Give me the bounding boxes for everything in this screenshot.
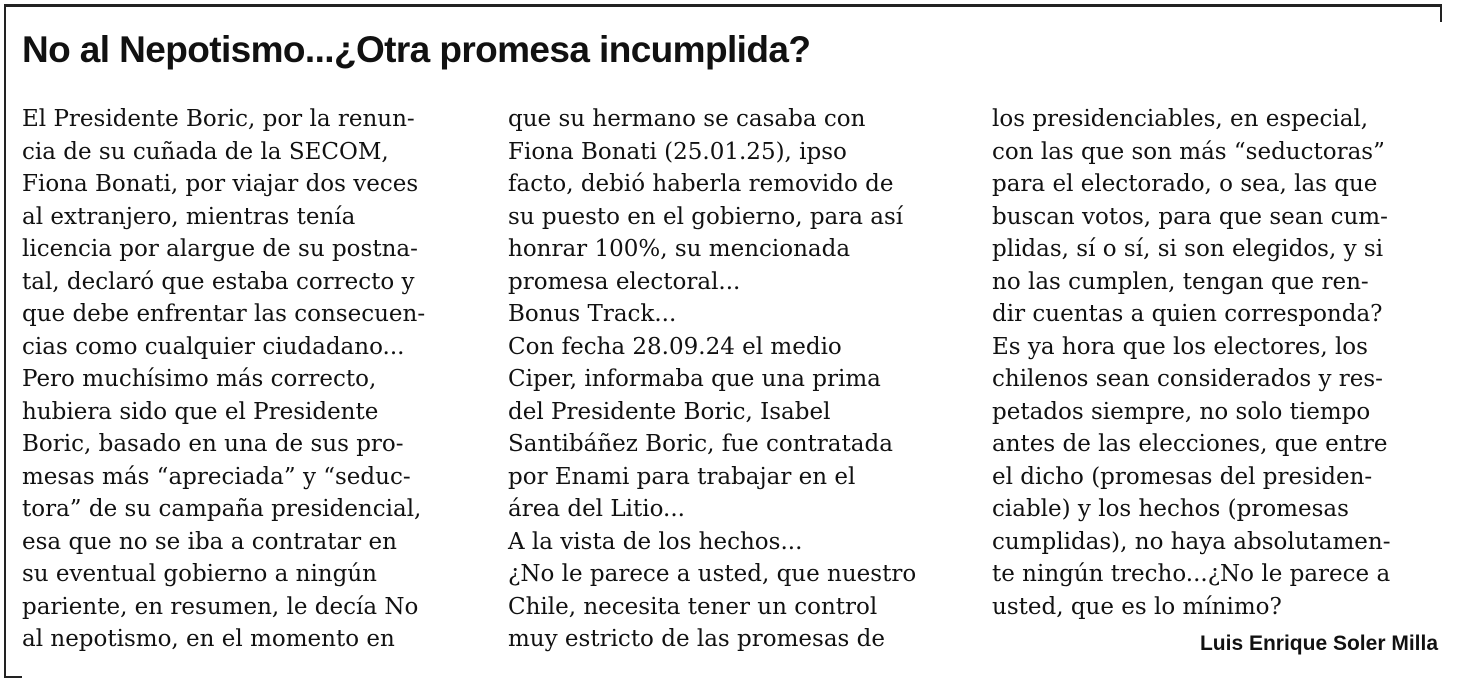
text-line: Pero muchísimo más correcto, (22, 366, 377, 392)
text-line: facto, debió haberla removido de (508, 171, 894, 197)
left-border-rule (4, 4, 6, 678)
text-line: te ningún trecho...¿No le parece a (992, 561, 1391, 587)
author-signature: Luis Enrique Soler Milla (1199, 632, 1438, 655)
text-line: hubiera sido que el Presidente (22, 398, 379, 425)
text-line: muy estricto de las promesas de (508, 626, 885, 652)
text-line: cumplidas), no haya absolutamen- (992, 528, 1391, 555)
text-line: Boric, basado en una de sus pro- (22, 431, 404, 457)
text-line: su puesto en el gobierno, para así (508, 203, 904, 230)
article-headline: No al Nepotismo...¿Otra promesa incumplida? (22, 29, 811, 70)
text-line: chilenos sean considerados y res- (992, 366, 1383, 392)
text-line: que su hermano se casaba con (508, 106, 866, 132)
text-line: Fiona Bonati (25.01.25), ipso (508, 138, 847, 165)
article-column-2 (508, 103, 916, 656)
text-line: promesa electoral... (508, 268, 741, 295)
top-border-rule (4, 4, 1442, 7)
text-line: con las que son más “seductoras” (992, 138, 1385, 165)
text-line: buscan votos, para que sean cum- (992, 203, 1388, 230)
article-column-1 (22, 103, 425, 656)
bottom-border-rule (4, 676, 22, 678)
text-line: al nepotismo, en el momento en (22, 626, 395, 652)
text-line: Bonus Track... (508, 301, 677, 327)
text-line: tal, declaró que estaba correcto y (22, 268, 415, 295)
text-line: no las cumplen, tengan que ren- (992, 268, 1369, 295)
text-line: Ciper, informaba que una prima (508, 366, 881, 392)
text-line: que debe enfrentar las consecuen- (22, 301, 426, 327)
text-line: cia de su cuñada de la SECOM, (22, 138, 389, 165)
text-line: Santibáñez Boric, fue contratada (508, 431, 893, 457)
text-line: Con fecha 28.09.24 el medio (508, 333, 842, 360)
text-line: licencia por alargue de su postna- (22, 236, 418, 262)
text-line: petados siempre, no solo tiempo (992, 398, 1371, 425)
text-line: mesas más “apreciada” y “seduc- (22, 463, 411, 490)
text-line: El Presidente Boric, por la renun- (22, 106, 415, 132)
text-line: esa que no se iba a contratar en (22, 528, 397, 555)
text-line: al extranjero, mientras tenía (22, 203, 356, 230)
text-line: los presidenciables, en especial, (992, 106, 1369, 132)
text-line: área del Litio... (508, 496, 685, 522)
text-line: el dicho (promesas del presiden- (992, 463, 1373, 490)
text-line: por Enami para trabajar en el (508, 463, 856, 490)
text-line: ciable) y los hechos (promesas (992, 496, 1349, 522)
text-line: su eventual gobierno a ningún (22, 561, 377, 587)
text-line: A la vista de los hechos... (508, 528, 803, 555)
text-line: pariente, en resumen, le decía No (22, 593, 419, 620)
text-line: cias como cualquier ciudadano... (22, 333, 405, 360)
text-line: Fiona Bonati, por viajar dos veces (22, 171, 419, 197)
article-column-3 (992, 103, 1391, 623)
text-line: antes de las elecciones, que entre (992, 431, 1388, 457)
text-line: ¿No le parece a usted, que nuestro (508, 561, 917, 587)
text-line: tora” de su campaña presidencial, (22, 496, 422, 522)
text-line: honrar 100%, su mencionada (508, 236, 851, 262)
text-line: del Presidente Boric, Isabel (508, 398, 831, 425)
right-border-rule (1440, 4, 1442, 22)
text-line: para el electorado, o sea, las que (992, 171, 1378, 197)
text-line: usted, que es lo mínimo? (992, 593, 1282, 620)
text-line: dir cuentas a quien corresponda? (992, 301, 1383, 327)
text-line: Es ya hora que los electores, los (992, 333, 1368, 360)
text-line: Chile, necesita tener un control (508, 593, 878, 620)
text-line: plidas, sí o sí, si son elegidos, y si (992, 236, 1384, 262)
